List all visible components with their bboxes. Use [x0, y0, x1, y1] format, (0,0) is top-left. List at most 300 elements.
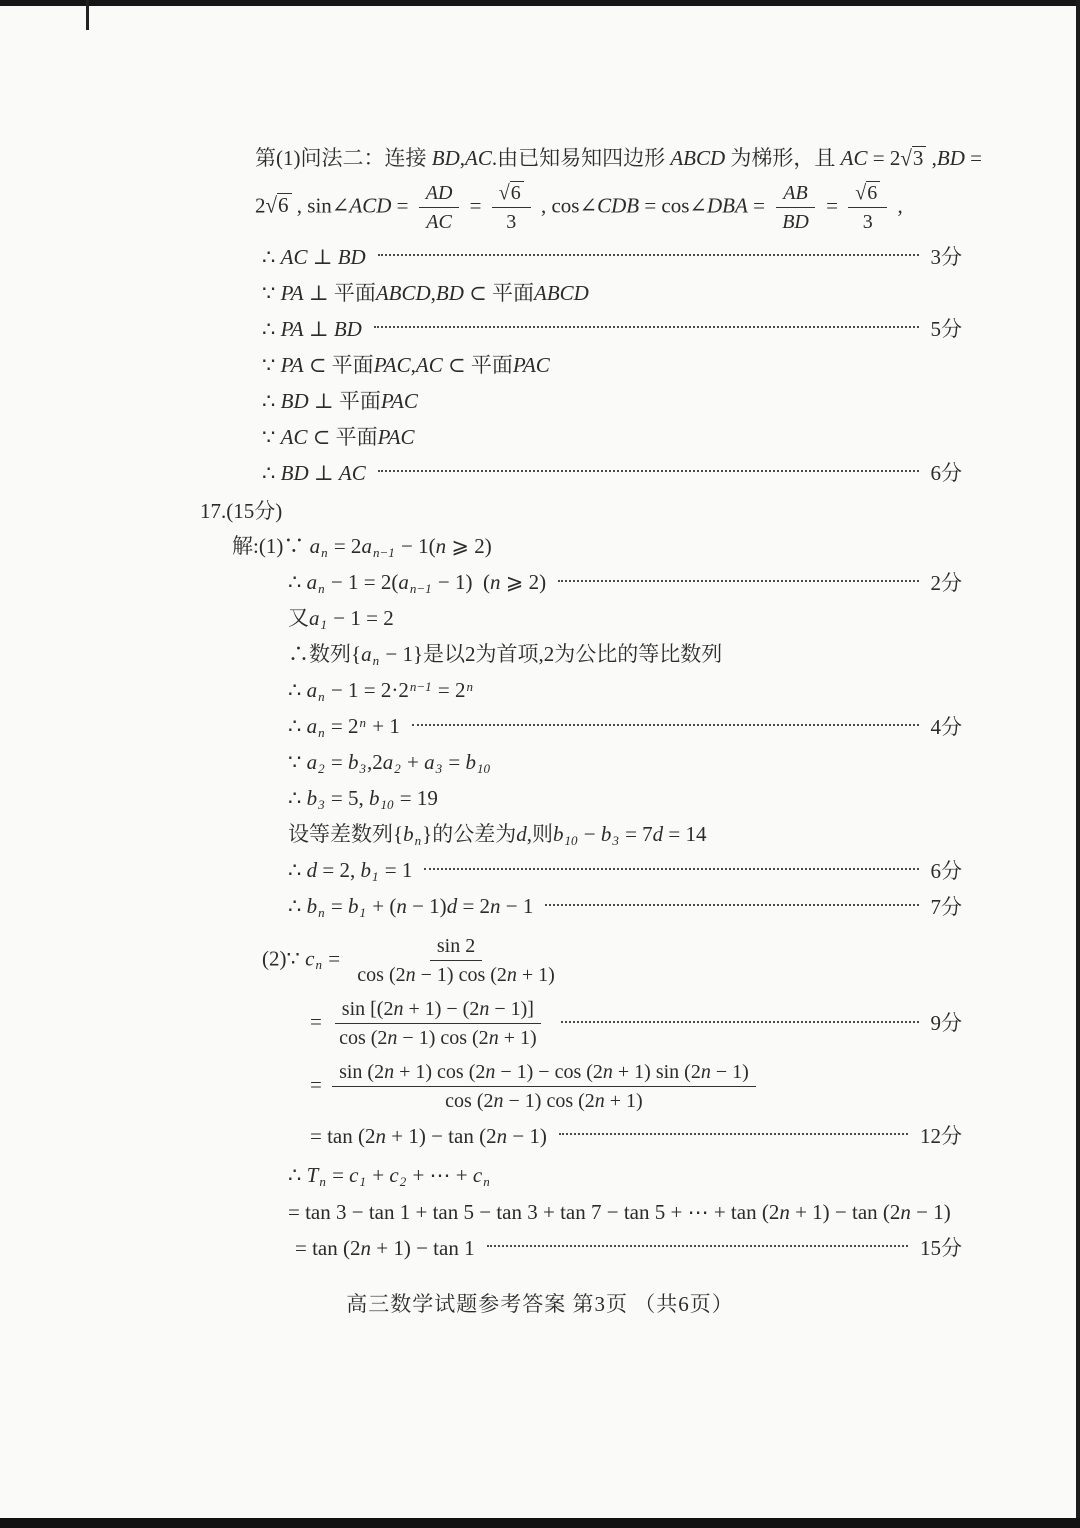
fraction: [332, 997, 544, 1050]
subscript: 10: [476, 761, 490, 777]
text-run: − 1 = 2: [328, 606, 394, 631]
text-run: 17.(15分): [200, 498, 283, 523]
frac-den: [350, 961, 562, 987]
subscript: 1: [371, 869, 379, 885]
scan-edge-bottom: [0, 1518, 1080, 1528]
text-run: + ⋯ +: [407, 1163, 473, 1188]
subscript: 1: [359, 905, 366, 921]
math-var: n: [700, 1061, 711, 1083]
math-var: BD: [280, 388, 309, 413]
math-var: b: [600, 822, 612, 847]
doc-line: [0, 637, 962, 673]
math-var: b: [347, 894, 359, 919]
text-run: 解:(1)∵: [232, 534, 310, 559]
text-run: 设等差数列{: [288, 822, 404, 847]
subscript: 3: [612, 833, 619, 849]
doc-line: [0, 493, 962, 529]
doc-line: [0, 455, 962, 491]
text-run: cos (2: [357, 964, 406, 986]
math-var: n: [506, 964, 517, 986]
text-run: −: [578, 822, 601, 847]
math-var: PA: [280, 316, 304, 341]
subscript: 1: [320, 617, 328, 633]
math-var: PAC: [380, 388, 418, 413]
doc-line: [0, 601, 962, 637]
math-var: n: [496, 1123, 508, 1148]
score-label: 15分: [920, 1235, 962, 1260]
text-run: = 2: [328, 534, 362, 559]
math-var: a: [306, 750, 318, 775]
math-var: c: [472, 1163, 483, 1188]
math-var: a: [398, 570, 409, 595]
text-run: + 1: [367, 714, 400, 739]
math-var: b: [306, 786, 318, 811]
sqrt-body: 6: [510, 181, 524, 204]
math-var: CDB: [597, 193, 640, 218]
sqrt: [900, 143, 926, 173]
text-run: ∴: [288, 570, 307, 595]
text-run: ⩾ 2): [500, 570, 547, 595]
dotted-leader: [559, 1133, 908, 1135]
text-run: = 5,: [325, 786, 369, 811]
math-var: a: [306, 714, 318, 739]
math-var: b: [368, 786, 380, 811]
math-var: a: [306, 678, 318, 703]
doc-line: [0, 709, 962, 745]
text-run: ∴: [288, 858, 307, 883]
text-run: ,: [459, 145, 465, 170]
line-content: [288, 567, 546, 599]
sqrt-body: 6: [277, 193, 292, 217]
frac-num: [848, 181, 887, 208]
text-run: − 1 = 2(: [325, 570, 399, 595]
scan-artifact-left: [86, 0, 89, 30]
text-run: ∴数列{: [288, 642, 362, 667]
math-var: n: [485, 1061, 496, 1083]
subscript: 3: [359, 761, 366, 777]
text-run: = tan 3 − tan 1 + tan 5 − tan 3 + tan 7 − tan 5 + ⋯ + tan (2: [288, 1199, 780, 1224]
doc-line: [0, 1194, 962, 1230]
doc-line: [0, 929, 962, 992]
subscript: n: [318, 689, 325, 705]
math-var: ABCD: [670, 145, 726, 170]
line-content: [262, 458, 366, 488]
math-var: PAC: [377, 424, 415, 449]
text-run: 又: [288, 606, 309, 631]
frac-den: [419, 208, 459, 234]
math-var: n: [489, 570, 501, 595]
dotted-leader: [412, 724, 919, 726]
line-content: [255, 143, 982, 173]
dotted-leader: [558, 580, 918, 582]
text-run: ,: [410, 352, 416, 377]
math-var: n: [479, 998, 490, 1020]
text-run: ⊥: [303, 316, 334, 341]
text-run: ⩾ 2): [446, 534, 492, 559]
math-var: n: [360, 1235, 371, 1260]
subscript: 2: [318, 761, 325, 777]
math-var: n: [594, 1090, 605, 1112]
math-var: AC: [280, 244, 308, 269]
text-run: cos (2: [339, 1027, 388, 1049]
text-run: =: [391, 193, 414, 218]
doc-line: [0, 239, 962, 275]
text-run: ∵: [288, 750, 307, 775]
math-var: a: [309, 534, 321, 559]
sqrt: [499, 181, 524, 205]
line-content: [288, 711, 400, 743]
text-run: }的公差为: [422, 822, 517, 847]
superscript: n: [466, 678, 473, 694]
math-var: n: [375, 1123, 386, 1148]
text-run: =: [325, 894, 348, 919]
text-run: ⊂ 平面: [303, 352, 374, 377]
text-run: cos (2: [445, 1090, 494, 1112]
sqrt: [266, 190, 292, 220]
doc-line: [0, 140, 982, 176]
text-run: sin [(2: [341, 998, 394, 1020]
math-var: a: [361, 642, 372, 667]
line-content: [262, 242, 366, 272]
subscript: n−1: [372, 545, 395, 561]
math-var: ACD: [349, 193, 392, 218]
line-content: [255, 176, 903, 239]
line-content: [262, 314, 362, 344]
line-content: [288, 675, 474, 707]
math-var: d: [516, 822, 527, 847]
doc-line: [0, 529, 962, 565]
math-var: b: [552, 822, 564, 847]
line-content: [288, 855, 412, 887]
line-content: [262, 278, 589, 308]
dotted-leader: [487, 1245, 908, 1247]
math-var: n: [900, 1199, 911, 1224]
doc-line: [0, 275, 962, 311]
text-run: =: [325, 750, 348, 775]
superscript: n−1: [409, 678, 432, 694]
score-label: 12分: [920, 1123, 962, 1148]
text-run: − 1): [406, 894, 447, 919]
scan-edge-right: [1076, 0, 1080, 1528]
text-run: 第(1)问法二：连接: [255, 145, 432, 170]
math-var: PA: [280, 280, 304, 305]
radical-icon: √: [265, 192, 278, 218]
frac-den: [499, 208, 523, 234]
text-run: + 1): [516, 964, 555, 986]
math-var: n: [396, 894, 407, 919]
text-run: =: [964, 145, 982, 170]
sqrt-body: 3: [912, 146, 927, 170]
math-var: b: [403, 822, 414, 847]
line-content: [288, 819, 707, 851]
text-run: ⊥ 平面: [303, 280, 376, 305]
text-run: = 2: [325, 714, 359, 739]
text-run: , cos∠: [535, 193, 598, 218]
text-run: + 1) − (2: [403, 998, 480, 1020]
doc-line: [0, 992, 962, 1055]
line-content: [288, 603, 394, 635]
text-run: 3: [506, 211, 517, 233]
math-var: b: [347, 750, 359, 775]
text-run: − 1}是以2为首项,2为公比的等比数列: [380, 642, 723, 667]
doc-line: [0, 781, 962, 817]
text-run: ∴: [288, 786, 307, 811]
math-var: BD: [435, 280, 464, 305]
text-run: =: [443, 750, 466, 775]
doc-line: [0, 1230, 962, 1266]
math-var: a: [424, 750, 435, 775]
line-content: [288, 1160, 491, 1192]
doc-line: [0, 419, 962, 455]
fraction: [350, 934, 562, 987]
line-content: [262, 929, 567, 992]
score-label: 6分: [930, 858, 962, 883]
dotted-leader: [561, 1021, 919, 1023]
line-content: [310, 992, 549, 1055]
text-run: .由已知易知四边形: [491, 145, 671, 170]
math-var: n: [488, 1027, 499, 1049]
math-var: AD: [425, 182, 453, 204]
subscript: n: [318, 725, 325, 741]
math-var: BD: [431, 145, 460, 170]
line-content: [288, 891, 533, 923]
text-run: ∴: [262, 388, 281, 413]
sqrt-body: 6: [866, 181, 880, 204]
radical-icon: √: [498, 181, 510, 205]
math-var: n: [602, 1061, 613, 1083]
math-var: BD: [936, 145, 965, 170]
doc-line: [0, 311, 962, 347]
math-var: n: [493, 1090, 504, 1112]
subscript: 10: [564, 833, 578, 849]
math-var: d: [446, 894, 458, 919]
text-run: = 2,: [317, 858, 361, 883]
text-run: ∴: [288, 1163, 307, 1188]
text-run: − 1) cos (2: [415, 964, 507, 986]
subscript: 3: [318, 797, 325, 813]
math-var: AC: [280, 424, 308, 449]
line-content: [288, 1197, 951, 1227]
math-var: PAC: [373, 352, 411, 377]
text-run: ,: [430, 280, 436, 305]
text-run: ∴: [288, 894, 307, 919]
line-content: [232, 531, 492, 563]
text-run: ⊥: [308, 460, 339, 485]
doc-line: [0, 565, 962, 601]
math-var: PA: [280, 352, 304, 377]
math-var: n: [405, 964, 416, 986]
math-var: n: [435, 534, 447, 559]
math-var: PAC: [512, 352, 550, 377]
text-run: + 1): [498, 1027, 537, 1049]
line-content: [200, 496, 282, 526]
subscript: n: [321, 545, 328, 561]
sqrt: [855, 181, 880, 205]
math-var: b: [360, 858, 371, 883]
math-var: AB: [783, 182, 808, 204]
doc-line: [0, 745, 962, 781]
text-run: +: [401, 750, 425, 775]
superscript: n: [359, 714, 366, 730]
text-run: = 19: [394, 786, 438, 811]
text-run: =: [820, 193, 844, 218]
math-var: d: [306, 858, 318, 883]
frac-den: [332, 1024, 544, 1050]
text-run: ,: [926, 145, 937, 170]
math-var: c: [305, 946, 315, 971]
text-run: = tan (2: [295, 1235, 361, 1260]
math-var: AC: [840, 145, 868, 170]
text-run: = 14: [663, 822, 707, 847]
text-run: − 1) cos (2: [503, 1090, 595, 1112]
text-run: =: [310, 1009, 328, 1034]
math-var: AC: [465, 145, 492, 170]
math-var: c: [389, 1163, 399, 1188]
text-run: =: [310, 1072, 328, 1097]
text-run: =: [464, 193, 487, 218]
text-run: − 1: [500, 894, 534, 919]
doc-line: [0, 889, 962, 925]
frac-num: [776, 181, 814, 208]
doc-line: [0, 1118, 962, 1154]
math-var: a: [382, 750, 394, 775]
math-var: a: [306, 570, 318, 595]
math-var: a: [309, 606, 320, 631]
subscript: n: [315, 957, 322, 973]
text-run: + 1) − tan 1: [371, 1235, 475, 1260]
math-var: BD: [782, 211, 809, 233]
text-run: 为梯形，且: [725, 145, 841, 170]
text-run: − 1(: [395, 534, 436, 559]
score-label: 6分: [930, 460, 962, 485]
math-var: b: [306, 894, 318, 919]
text-run: (2)∵: [262, 946, 306, 971]
subscript: 2: [394, 761, 401, 777]
subscript: n: [318, 581, 325, 597]
text-run: , sin∠: [291, 193, 350, 218]
math-var: n: [779, 1199, 790, 1224]
math-var: n: [393, 998, 404, 1020]
subscript: n: [319, 1174, 326, 1190]
math-var: n: [384, 1061, 395, 1083]
math-var: DBA: [707, 193, 748, 218]
text-run: − 1) cos (2: [397, 1027, 489, 1049]
score-label: 7分: [930, 894, 962, 919]
line-content: [288, 783, 438, 815]
frac-den: [775, 208, 816, 234]
text-run: =: [322, 946, 346, 971]
text-run: ∴: [288, 714, 307, 739]
math-var: ABCD: [534, 280, 589, 305]
text-run: sin 2: [436, 935, 476, 957]
doc-line: [0, 673, 962, 709]
line-content: [288, 747, 491, 779]
line-content: [310, 1121, 547, 1151]
text-run: + 1) cos (2: [394, 1061, 486, 1083]
math-var: ABCD: [375, 280, 431, 305]
scan-edge-top: [0, 0, 1080, 6]
subscript: 10: [380, 797, 394, 813]
fraction: [492, 181, 531, 234]
fraction: [419, 181, 460, 234]
text-run: − 1): [910, 1199, 951, 1224]
text-run: + 1) − tan (2: [789, 1199, 901, 1224]
text-run: − 1)]: [489, 998, 534, 1020]
frac-num: [492, 181, 531, 208]
frac-den: [438, 1087, 650, 1113]
doc-line: [0, 383, 962, 419]
score-label: 2分: [930, 570, 962, 595]
line-content: [288, 639, 722, 671]
math-var: d: [652, 822, 664, 847]
radical-icon: √: [900, 145, 912, 171]
math-var: c: [349, 1163, 359, 1188]
dotted-leader: [378, 254, 919, 256]
text-run: + 1) sin (2: [612, 1061, 701, 1083]
frac-den: [856, 208, 880, 234]
frac-num: [335, 997, 541, 1024]
math-var: BD: [280, 460, 309, 485]
doc-line: [0, 853, 962, 889]
text-run: ∵: [262, 352, 281, 377]
subscript: n: [483, 1174, 490, 1190]
text-run: − 1): [710, 1061, 749, 1083]
score-label: 3分: [930, 244, 962, 269]
text-run: = 2: [867, 145, 901, 170]
subscript: n−1: [409, 581, 432, 597]
text-run: =: [747, 193, 771, 218]
math-var: a: [361, 534, 372, 559]
text-run: = 7: [619, 822, 653, 847]
dotted-leader: [374, 326, 919, 328]
frac-num: [332, 1060, 756, 1087]
text-run: ,则: [526, 822, 553, 847]
text-run: ⊂ 平面: [442, 352, 513, 377]
doc-line: [0, 817, 962, 853]
text-run: ∴: [262, 244, 281, 269]
text-run: = 1: [379, 858, 413, 883]
text-run: ⊥: [307, 244, 338, 269]
text-run: − 1) (: [432, 570, 490, 595]
dotted-leader: [378, 470, 919, 472]
line-content: [262, 350, 550, 380]
subscript: 3: [435, 761, 443, 777]
dotted-leader: [424, 868, 918, 870]
text-run: ∴: [262, 460, 281, 485]
fraction: [332, 1060, 756, 1113]
text-run: ⊂ 平面: [463, 280, 535, 305]
doc-line: [0, 176, 962, 239]
subscript: n: [414, 833, 422, 849]
subscript: n: [318, 905, 325, 921]
frac-num: [419, 181, 460, 208]
math-var: b: [465, 750, 476, 775]
fraction: [775, 181, 816, 234]
dotted-leader: [545, 904, 918, 906]
text-run: + 1): [604, 1090, 643, 1112]
text-run: − 1) − cos (2: [495, 1061, 603, 1083]
text-run: ,2: [367, 750, 383, 775]
score-label: 4分: [930, 714, 962, 739]
score-label: 9分: [930, 1011, 962, 1036]
text-run: sin (2: [339, 1061, 385, 1083]
fraction: [848, 181, 887, 234]
math-var: AC: [426, 211, 452, 233]
text-run: ∴: [288, 678, 307, 703]
math-var: BD: [333, 316, 362, 341]
text-run: + (: [367, 894, 397, 919]
text-run: ⊂ 平面: [307, 424, 378, 449]
